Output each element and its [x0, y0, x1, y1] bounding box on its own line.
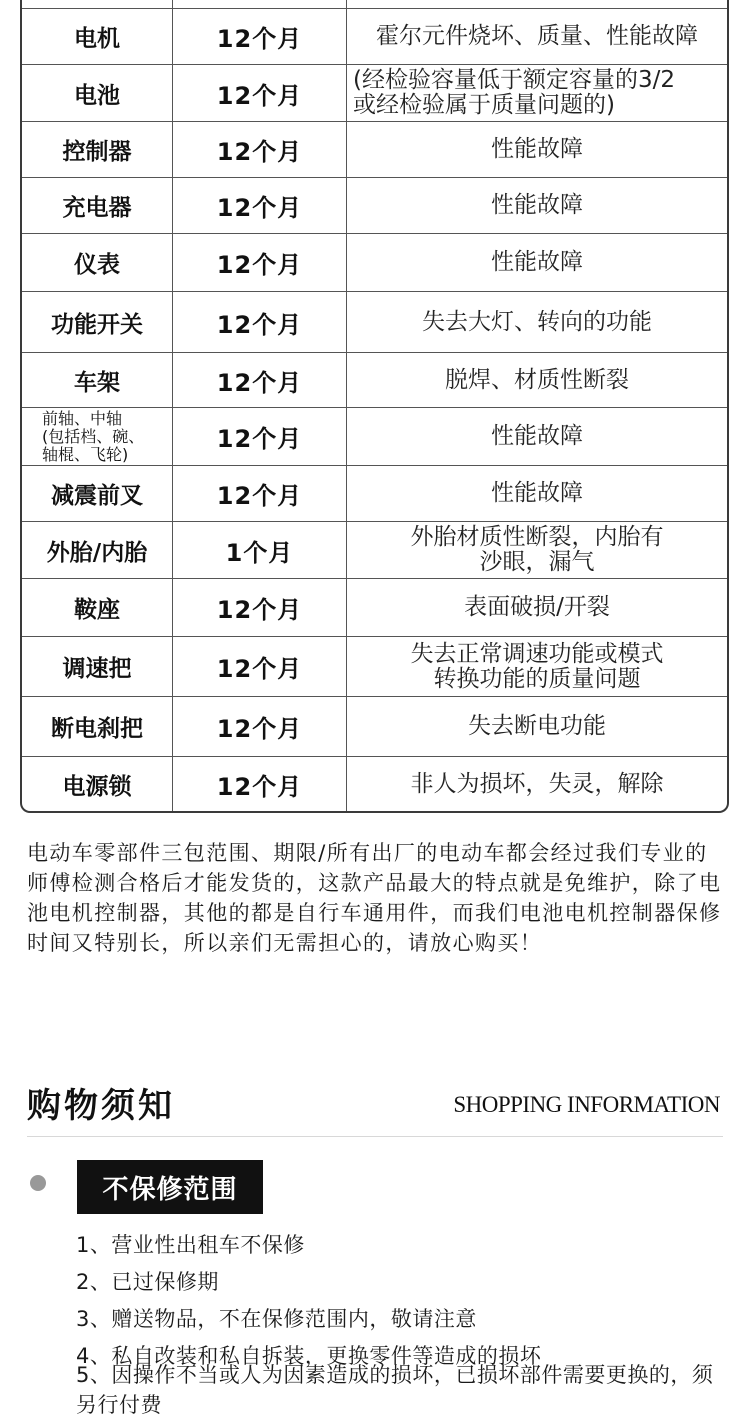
description-cell: 失去大灯、转向的功能 — [422, 308, 652, 335]
list-item: 1、营业性出租车不保修 — [76, 1233, 305, 1257]
description-cell: 性能故障 — [491, 249, 583, 275]
description-cell: 性能故障 — [491, 480, 583, 506]
table-row — [22, 465, 727, 521]
part-cell — [22, 0, 173, 8]
description-cell: 霍尔元件烧坏、质量、性能故障 — [376, 23, 698, 49]
warranty-table — [20, 0, 729, 813]
part-cell: 车架 — [22, 353, 173, 407]
bullet-dot-icon — [30, 1175, 46, 1191]
intro-paragraph: 电动车零部件三包范围、期限/所有出厂的电动车都会经过我们专业的师傅检测合格后才能发货的，这款产品最大的特点就是免维护，除了电池电机控制器，其他的都是自行车通用件，而我们电池电机控制器保修时间又特别长，所以亲们无需担心的，请放心购买！ — [27, 841, 722, 955]
list-item: 2、已过保修期 — [76, 1270, 219, 1294]
description-cell: 脱焊、材质性断裂 — [445, 366, 629, 393]
description-cell: 外胎材质性断裂，内胎有 沙眼，漏气 — [410, 524, 664, 575]
part-cell: 仪表 — [22, 234, 173, 291]
period-cell — [173, 0, 347, 8]
part-cell: 充电器 — [22, 178, 173, 233]
section-subtitle: SHOPPING INFORMATION — [453, 1092, 720, 1117]
part-cell: 电机 — [22, 9, 173, 64]
table-row — [22, 0, 727, 8]
period-cell: 12个月 — [173, 579, 347, 636]
period-cell: 12个月 — [173, 9, 347, 64]
not-covered-list — [76, 1228, 541, 1376]
description-cell: 性能故障 — [491, 192, 583, 218]
description-cell: 非人为损坏，失灵，解除 — [410, 770, 664, 797]
table-row — [22, 233, 727, 291]
period-cell: 12个月 — [173, 697, 347, 756]
period-cell: 12个月 — [173, 757, 347, 811]
table-row — [22, 64, 727, 121]
part-cell: 电池 — [22, 65, 173, 121]
period-cell: 12个月 — [173, 408, 347, 465]
part-cell: 鞍座 — [22, 579, 173, 636]
cut-off-list-item — [76, 1363, 716, 1417]
period-cell: 12个月 — [173, 65, 347, 121]
description-cell: (经检验容量低于额定容量的3/2 或经检验属于质量问题的) — [353, 67, 675, 118]
period-cell: 12个月 — [173, 178, 347, 233]
table-row — [22, 352, 727, 407]
table-row — [22, 696, 727, 756]
table-row — [22, 578, 727, 636]
list-item: 3、赠送物品，不在保修范围内，敬请注意 — [76, 1307, 477, 1331]
description-cell: 失去断电功能 — [468, 713, 606, 739]
part-cell: 调速把 — [22, 637, 173, 696]
description-cell: 表面破损/开裂 — [464, 594, 610, 620]
section-divider — [27, 1136, 723, 1137]
part-cell: 电源锁 — [22, 757, 173, 811]
period-cell: 12个月 — [173, 353, 347, 407]
not-covered-badge: 不保修范围 — [77, 1160, 263, 1214]
table-row — [22, 521, 727, 578]
period-cell: 12个月 — [173, 122, 347, 177]
table-row — [22, 291, 727, 352]
list-item: 4、私自改装和私自拆装，更换零件等造成的损坏 — [76, 1344, 542, 1368]
part-cell: 减震前叉 — [22, 466, 173, 521]
period-cell: 12个月 — [173, 637, 347, 696]
part-cell: 断电刹把 — [22, 697, 173, 756]
period-cell: 12个月 — [173, 466, 347, 521]
part-cell: 外胎/内胎 — [22, 522, 173, 578]
table-row — [22, 177, 727, 233]
part-cell: 控制器 — [22, 122, 173, 177]
table-row — [22, 121, 727, 177]
period-cell: 12个月 — [173, 292, 347, 352]
section-title: 购物须知 — [27, 1086, 175, 1126]
cut-off-list-text: 5、因操作不当或人为因素造成的损坏，已损坏部件需要更换的，须另行付费 — [76, 1363, 714, 1417]
table-row — [22, 756, 727, 811]
table-row — [22, 407, 727, 465]
table-row — [22, 8, 727, 64]
part-cell: 前轴、中轴 (包括档、碗、 轴棍、飞轮) — [22, 408, 173, 465]
period-cell: 12个月 — [173, 234, 347, 291]
table-row — [22, 636, 727, 696]
description-cell: 性能故障 — [491, 423, 583, 449]
period-cell: 1个月 — [173, 522, 347, 578]
description-cell — [347, 0, 727, 8]
description-cell: 性能故障 — [491, 136, 583, 162]
part-cell: 功能开关 — [22, 292, 173, 352]
description-cell: 失去正常调速功能或模式 转换功能的质量问题 — [410, 640, 664, 692]
